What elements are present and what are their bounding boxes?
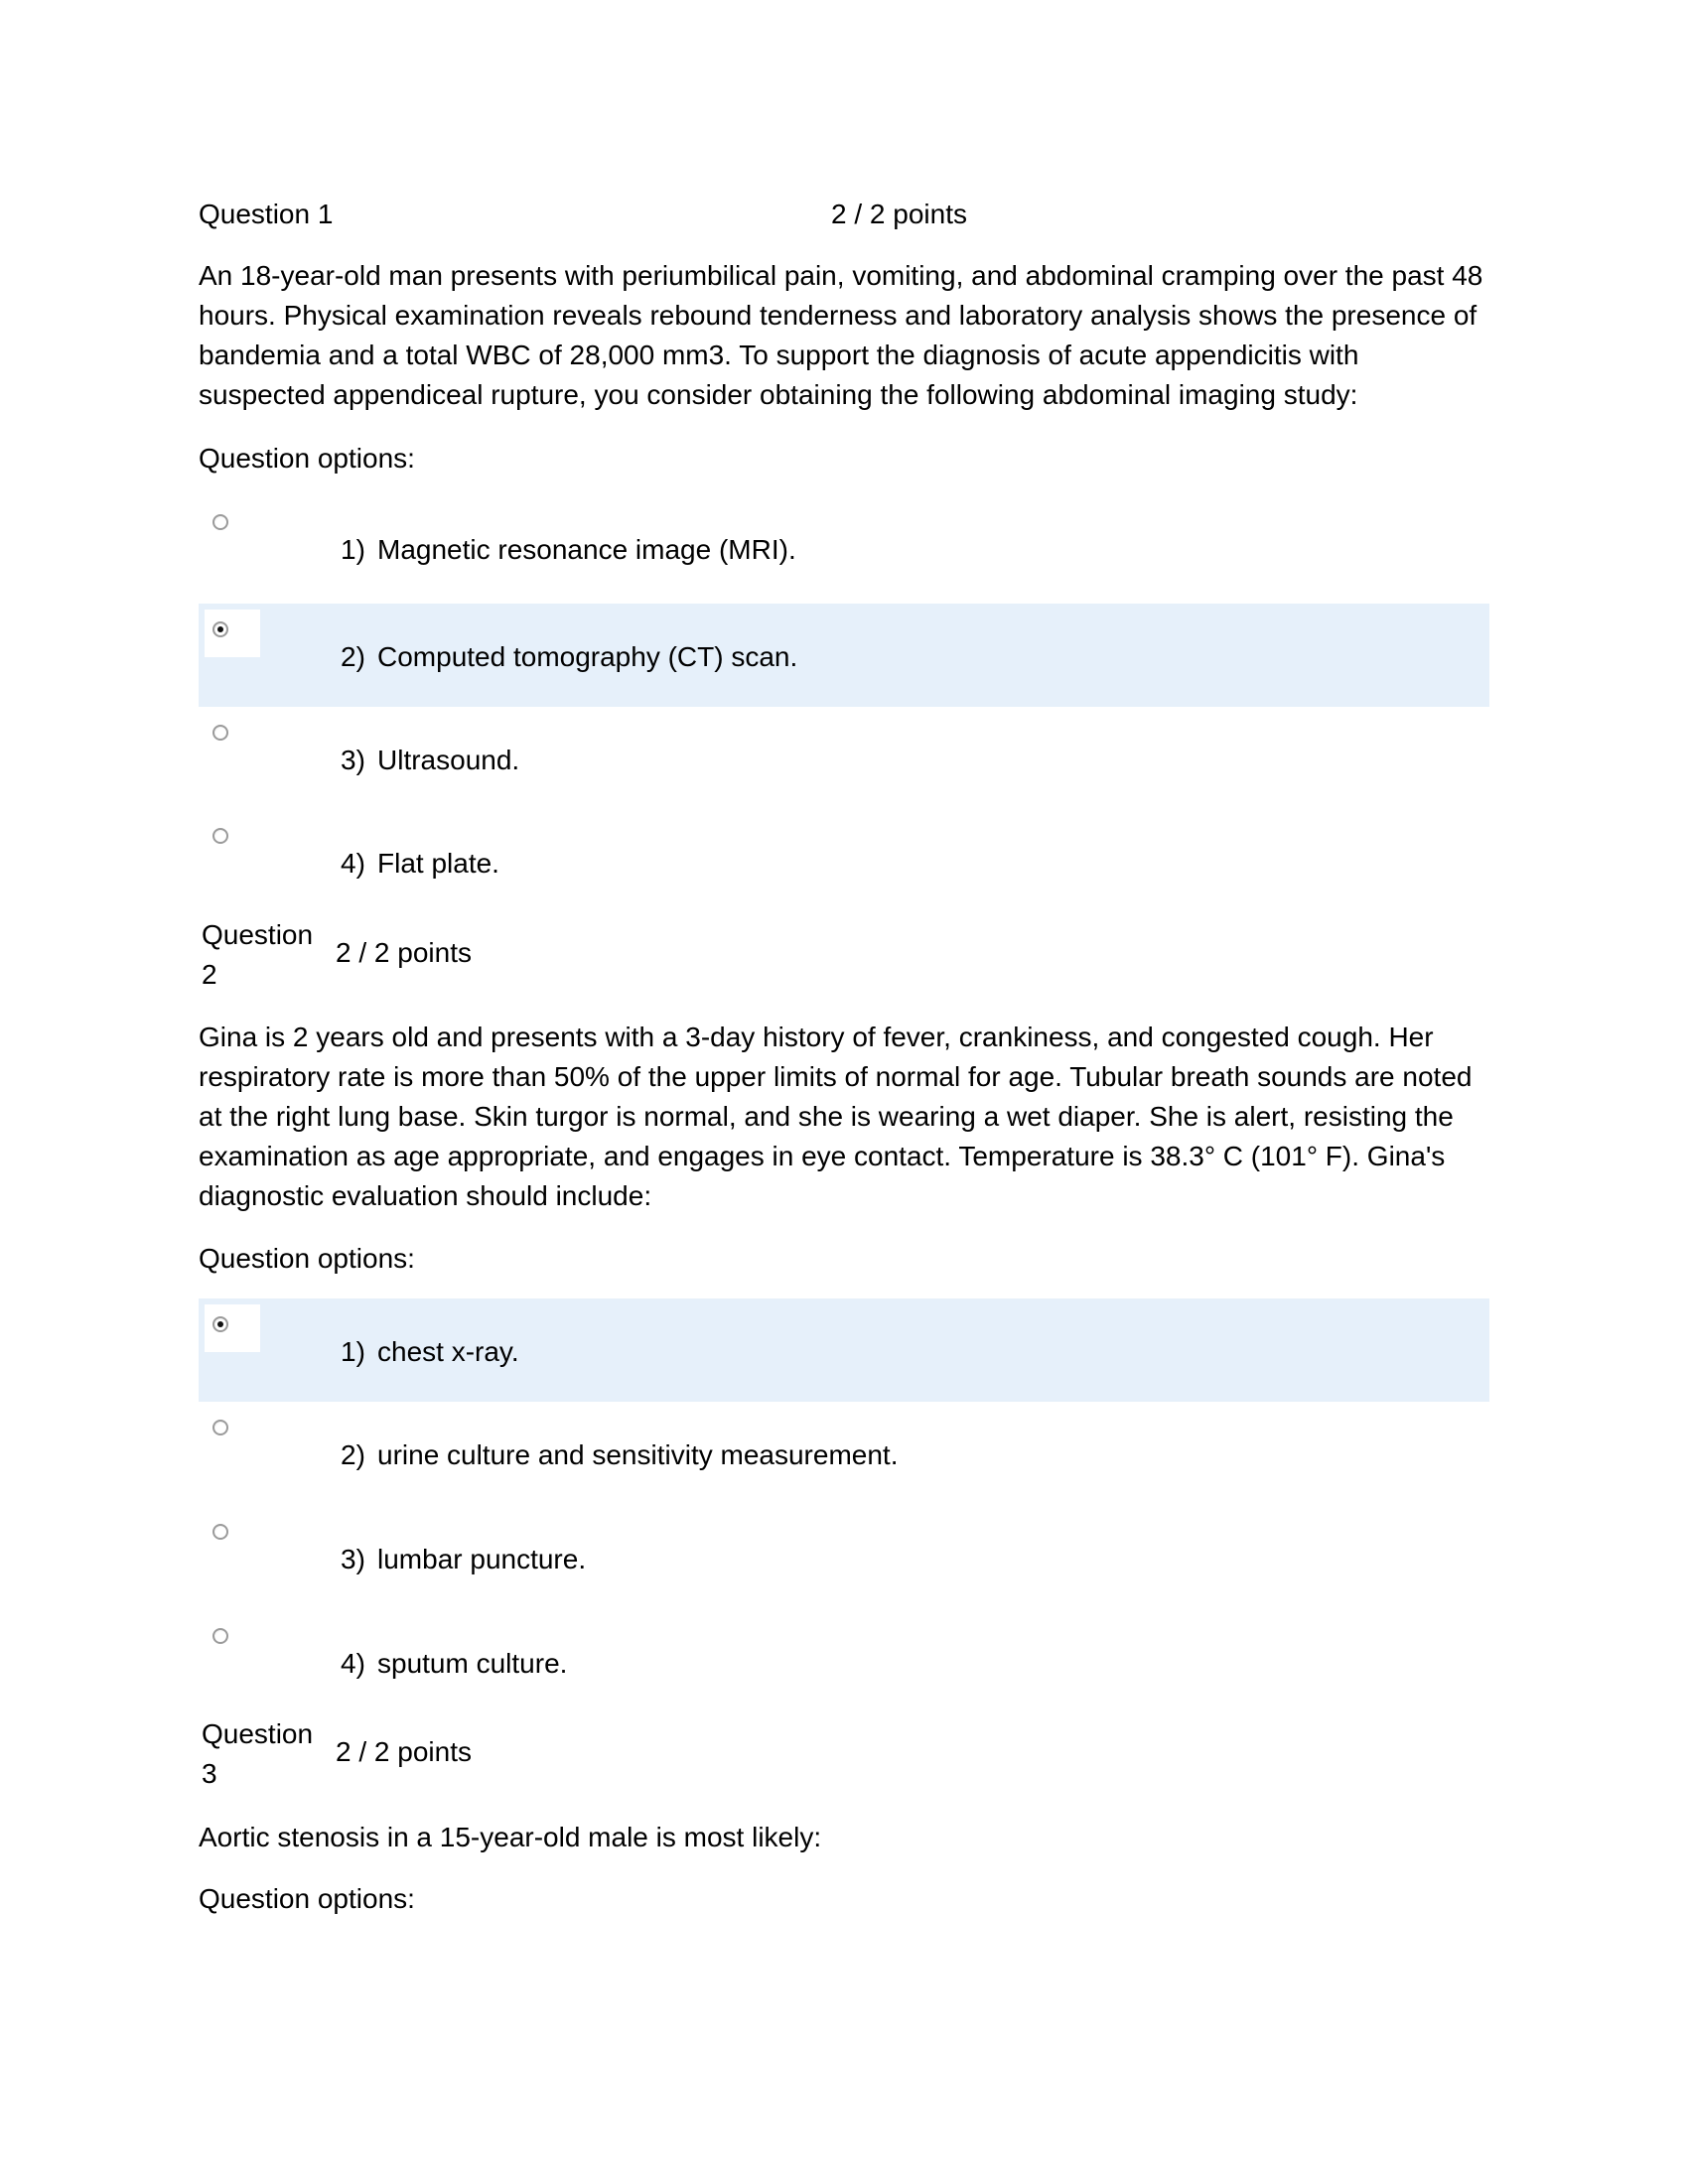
option-number: 3) xyxy=(341,745,365,775)
question-1-header xyxy=(199,199,1489,242)
option-text: Ultrasound. xyxy=(377,745,520,775)
question-1-option-2[interactable] xyxy=(199,604,1489,707)
option-text: Magnetic resonance image (MRI). xyxy=(377,534,796,565)
question-3-label: Question 3 xyxy=(202,1718,314,1789)
question-2-points: 2 / 2 points xyxy=(336,937,472,968)
question-2-option-1[interactable] xyxy=(199,1298,1489,1402)
question-1-option-1[interactable] xyxy=(199,496,1489,600)
radio-button-icon[interactable] xyxy=(212,1420,228,1435)
question-1-options-label: Question options: xyxy=(199,443,415,474)
option-text: Computed tomography (CT) scan. xyxy=(377,641,798,672)
option-text: lumbar puncture. xyxy=(377,1544,587,1574)
option-number: 1) xyxy=(341,1336,365,1367)
question-1-option-3[interactable] xyxy=(199,707,1489,810)
option-number: 4) xyxy=(341,1648,365,1679)
question-1-points: 2 / 2 points xyxy=(831,199,967,229)
question-2-option-3[interactable] xyxy=(199,1506,1489,1609)
question-2-label: Question 2 xyxy=(202,919,314,990)
question-2-options-label: Question options: xyxy=(199,1243,415,1274)
question-1-stem: An 18-year-old man presents with periumbilical pain, vomiting, and abdominal cramping over the past 48 hours. Physical examination reveals rebound tenderness and laboratory analysis shows the presence of bandemia and a total WBC of 28,000 mm3. To support the diagnosis of acute appendicitis with suspected appendiceal rupture, you consider obtaining the following abdominal imaging study: xyxy=(199,260,1483,410)
question-2-option-2[interactable] xyxy=(199,1402,1489,1505)
option-number: 2) xyxy=(341,1439,365,1470)
option-number: 3) xyxy=(341,1544,365,1574)
question-1-option-4[interactable] xyxy=(199,810,1489,913)
question-2-option-4[interactable] xyxy=(199,1610,1489,1713)
option-text: sputum culture. xyxy=(377,1648,568,1679)
option-number: 4) xyxy=(341,848,365,879)
radio-button-selected-icon[interactable] xyxy=(212,1316,228,1332)
question-3-options-label: Question options: xyxy=(199,1883,415,1914)
option-text: urine culture and sensitivity measurement. xyxy=(377,1439,899,1470)
option-number: 2) xyxy=(341,641,365,672)
radio-button-selected-icon[interactable] xyxy=(212,621,228,637)
option-text: Flat plate. xyxy=(377,848,499,879)
question-3-points: 2 / 2 points xyxy=(336,1736,472,1767)
radio-button-icon[interactable] xyxy=(212,1524,228,1540)
radio-button-icon[interactable] xyxy=(212,725,228,741)
option-text: chest x-ray. xyxy=(377,1336,519,1367)
question-3-stem: Aortic stenosis in a 15-year-old male is most likely: xyxy=(199,1822,822,1852)
option-number: 1) xyxy=(341,534,365,565)
question-2-stem: Gina is 2 years old and presents with a 3-day history of fever, crankiness, and congested cough. Her respiratory rate is more than 50% of the upper limits of normal for age. Tubular breath sounds are noted at the right lung base. Skin turgor is normal, and she is wearing a wet diaper. She is alert, resisting the examination as age appropriate, and engages in eye contact. Temperature is 38.3° C (101° F). Gina's diagnostic evaluation should include: xyxy=(199,1022,1473,1211)
radio-button-icon[interactable] xyxy=(212,514,228,530)
radio-button-icon[interactable] xyxy=(212,1628,228,1644)
radio-button-icon[interactable] xyxy=(212,828,228,844)
question-1-label: Question 1 xyxy=(199,199,334,229)
